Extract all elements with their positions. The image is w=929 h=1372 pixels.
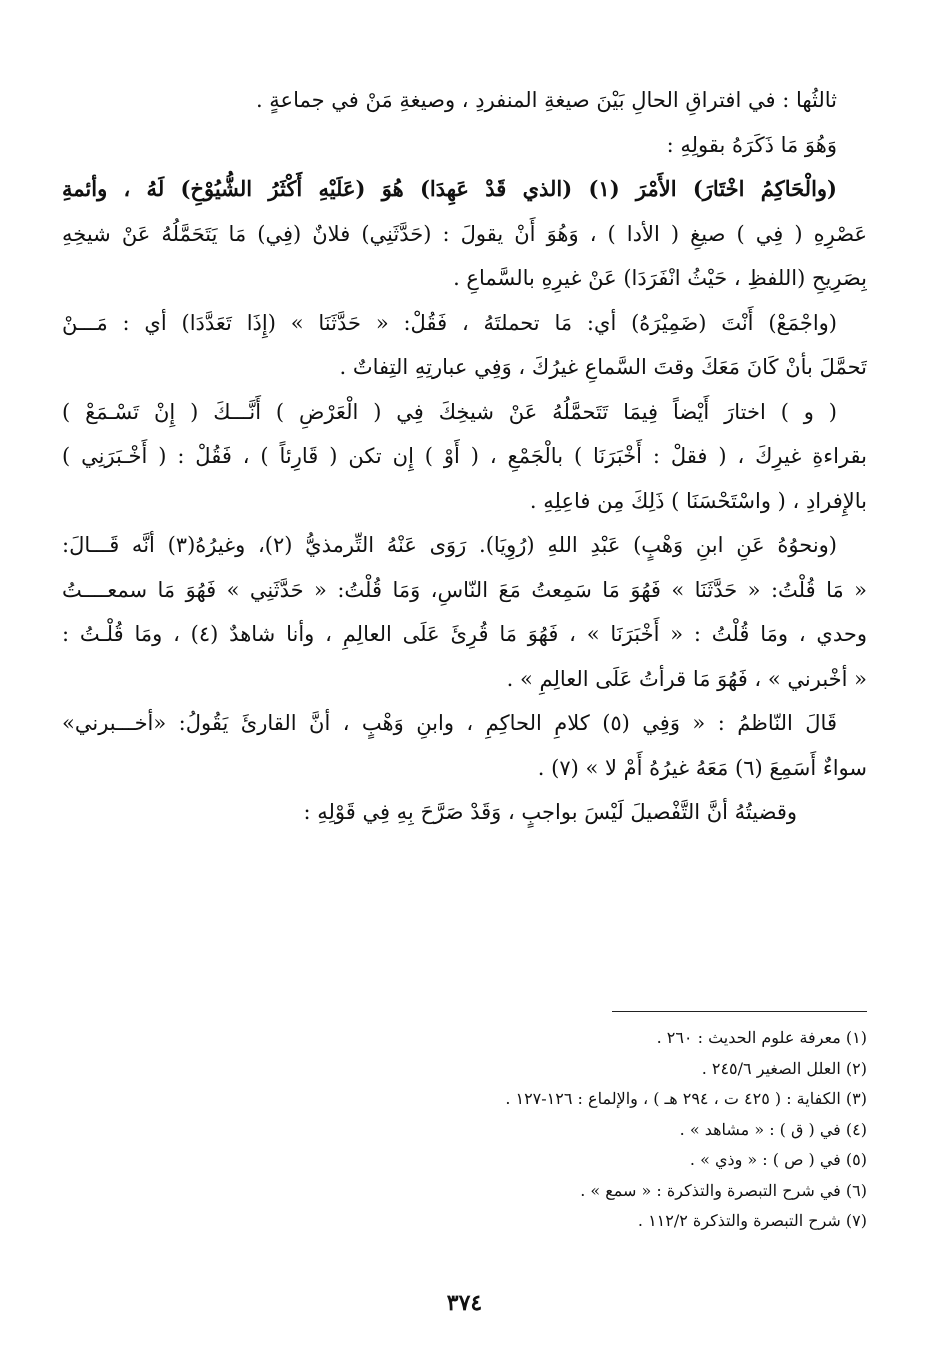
text-line: (والْحَاكِمُ اخْتَارَ) الأَمْرَ (١) (الذي قَدْ عَهِدَا) هُوَ (عَلَيْهِ أَكْثَرُ الشُّيُوْخِ) لَهُ ، وأئمةِ — [62, 176, 837, 201]
text-line: « مَا قُلْتُ: « حَدَّثَنَا » فَهُوَ مَا سَمِعتُ مَعَ النّاسِ، وَمَا قُلْتُ: « حَدَّثَنِي » فَهُوَ مَا سمعــــتُ — [62, 577, 867, 602]
text-line: وَهُوَ مَا ذَكَرَهُ بقولِهِ : — [666, 132, 837, 157]
text-line: وقضيتُهُ أنَّ التَّفْصيلَ لَيْسَ بواجبٍ ، وَقَدْ صَرَّحَ بِهِ فِي قَوْلِهِ : — [303, 800, 797, 824]
text-line: بِصَرِيحِ (اللفظِ ، حَيْثُ انْفَرَدَا) عَنْ غيرِهِ بالسَّماعِ . — [453, 266, 867, 290]
text-line: ( و ) اختارَ أَيْضاً فِيمَا تَتَحمَّلُهُ عَنْ شيخِكَ فِي ( الْعَرْضِ ) أَنَّـــكَ ( إِنْ تَسْـمَعْ ) — [62, 399, 837, 424]
page-number: ٣٧٤ — [446, 1290, 483, 1316]
footnote: (٥) في ( ص ) : « وذي » . — [689, 1150, 867, 1169]
text-line: (ونحوُهُ عَنِ ابنِ وَهْبٍ) عَبْدِ اللهِ (رُوِيَا). رَوَى عَنْهُ التِّرمذيُّ (٢)، وغيرُهُ(٣) أنَّه قَـــالَ: — [62, 533, 838, 557]
text-line: بالإِفرادِ ، ( واسْتَحْسَنَا ) ذَلِكَ مِن فاعِلِهِ . — [529, 488, 867, 513]
footnote: (٧) شرح التبصرة والتذكرة ١١٢/٢ . — [637, 1211, 867, 1230]
text-line: بقراءةِ غيرِكَ ، ( فقلْ : أَخْبَرَنَا ) بالْجَمْعِ ، ( أَوْ ) إِن تكن ( قَارِئاً ) ، فَقُلْ : ( أَخْـبَرَنِي ) — [62, 444, 867, 468]
footnote: (١) معرفة علوم الحديث : ٢٦٠ . — [656, 1028, 867, 1047]
footnotes — [62, 1023, 867, 1237]
text-line: سواءٌ أَسَمِعَ (٦) مَعَهُ غيرُهُ أَمْ لا » (٧) . — [537, 755, 867, 780]
text-line: عَصْرِهِ ( فِي ) صيغِ ( الأدا ) ، وَهُوَ أَنْ يقولَ : (حَدَّثَنِي) فلانٌ (فِي) مَا يَتَحَمَّلُهُ عَنْ شيخِهِ — [62, 221, 867, 246]
footnote: (٣) الكفاية : ( ٤٢٥ ت ، ٢٩٤ هـ ) ، والإلماع : ١٢٦-١٢٧ . — [505, 1089, 867, 1108]
text-line: قَالَ النّاظمُ : « وَفِي (٥) كلامِ الحاكِمِ ، وابنِ وَهْبٍ ، أنَّ القارئَ يَقُولُ: «أخـــبرني» — [62, 711, 837, 735]
text-line: (واجْمَعْ) أَنْتَ (ضَمِيْرَهُ) أي: مَا تحملتَهُ ، فَقُلْ: « حَدَّثَنَا » (إِذَا تَعَدَّدَا) أي : مَـــنْ — [62, 310, 837, 335]
text-line: تَحمَّلَ بأنْ كَانَ مَعَكَ وقتَ السَّماعِ غيرُكَ ، وَفِي عبارتِهِ التِفاتٌ . — [339, 355, 867, 379]
footnote: (٤) في ( ق ) : « مشاهد » . — [679, 1119, 867, 1139]
main-text — [62, 78, 867, 835]
text-line: ثالثُها : في افتراقِ الحالِ بَيْنَ صيغةِ المنفردِ ، وصيغةِ مَنْ في جماعةٍ . — [255, 88, 837, 112]
footnote: (٢) العلل الصغير ٢٤٥/٦ . — [701, 1058, 867, 1078]
footnote: (٦) في شرح التبصرة والتذكرة : « سمع » . — [580, 1180, 867, 1200]
text-line: وحدي ، ومَا قُلْتُ : « أَخْبَرَنَا » ، فَهُوَ مَا قُرِئَ عَلَى العالِمِ ، وأنا شاهدٌ (٤) ، ومَا قُلْـتُ : — [62, 622, 867, 646]
text-line: « أخْبرني » ، فَهُوَ مَا قرأتُ عَلَى العالِمِ » . — [506, 666, 867, 691]
footnote-separator — [612, 1011, 867, 1012]
